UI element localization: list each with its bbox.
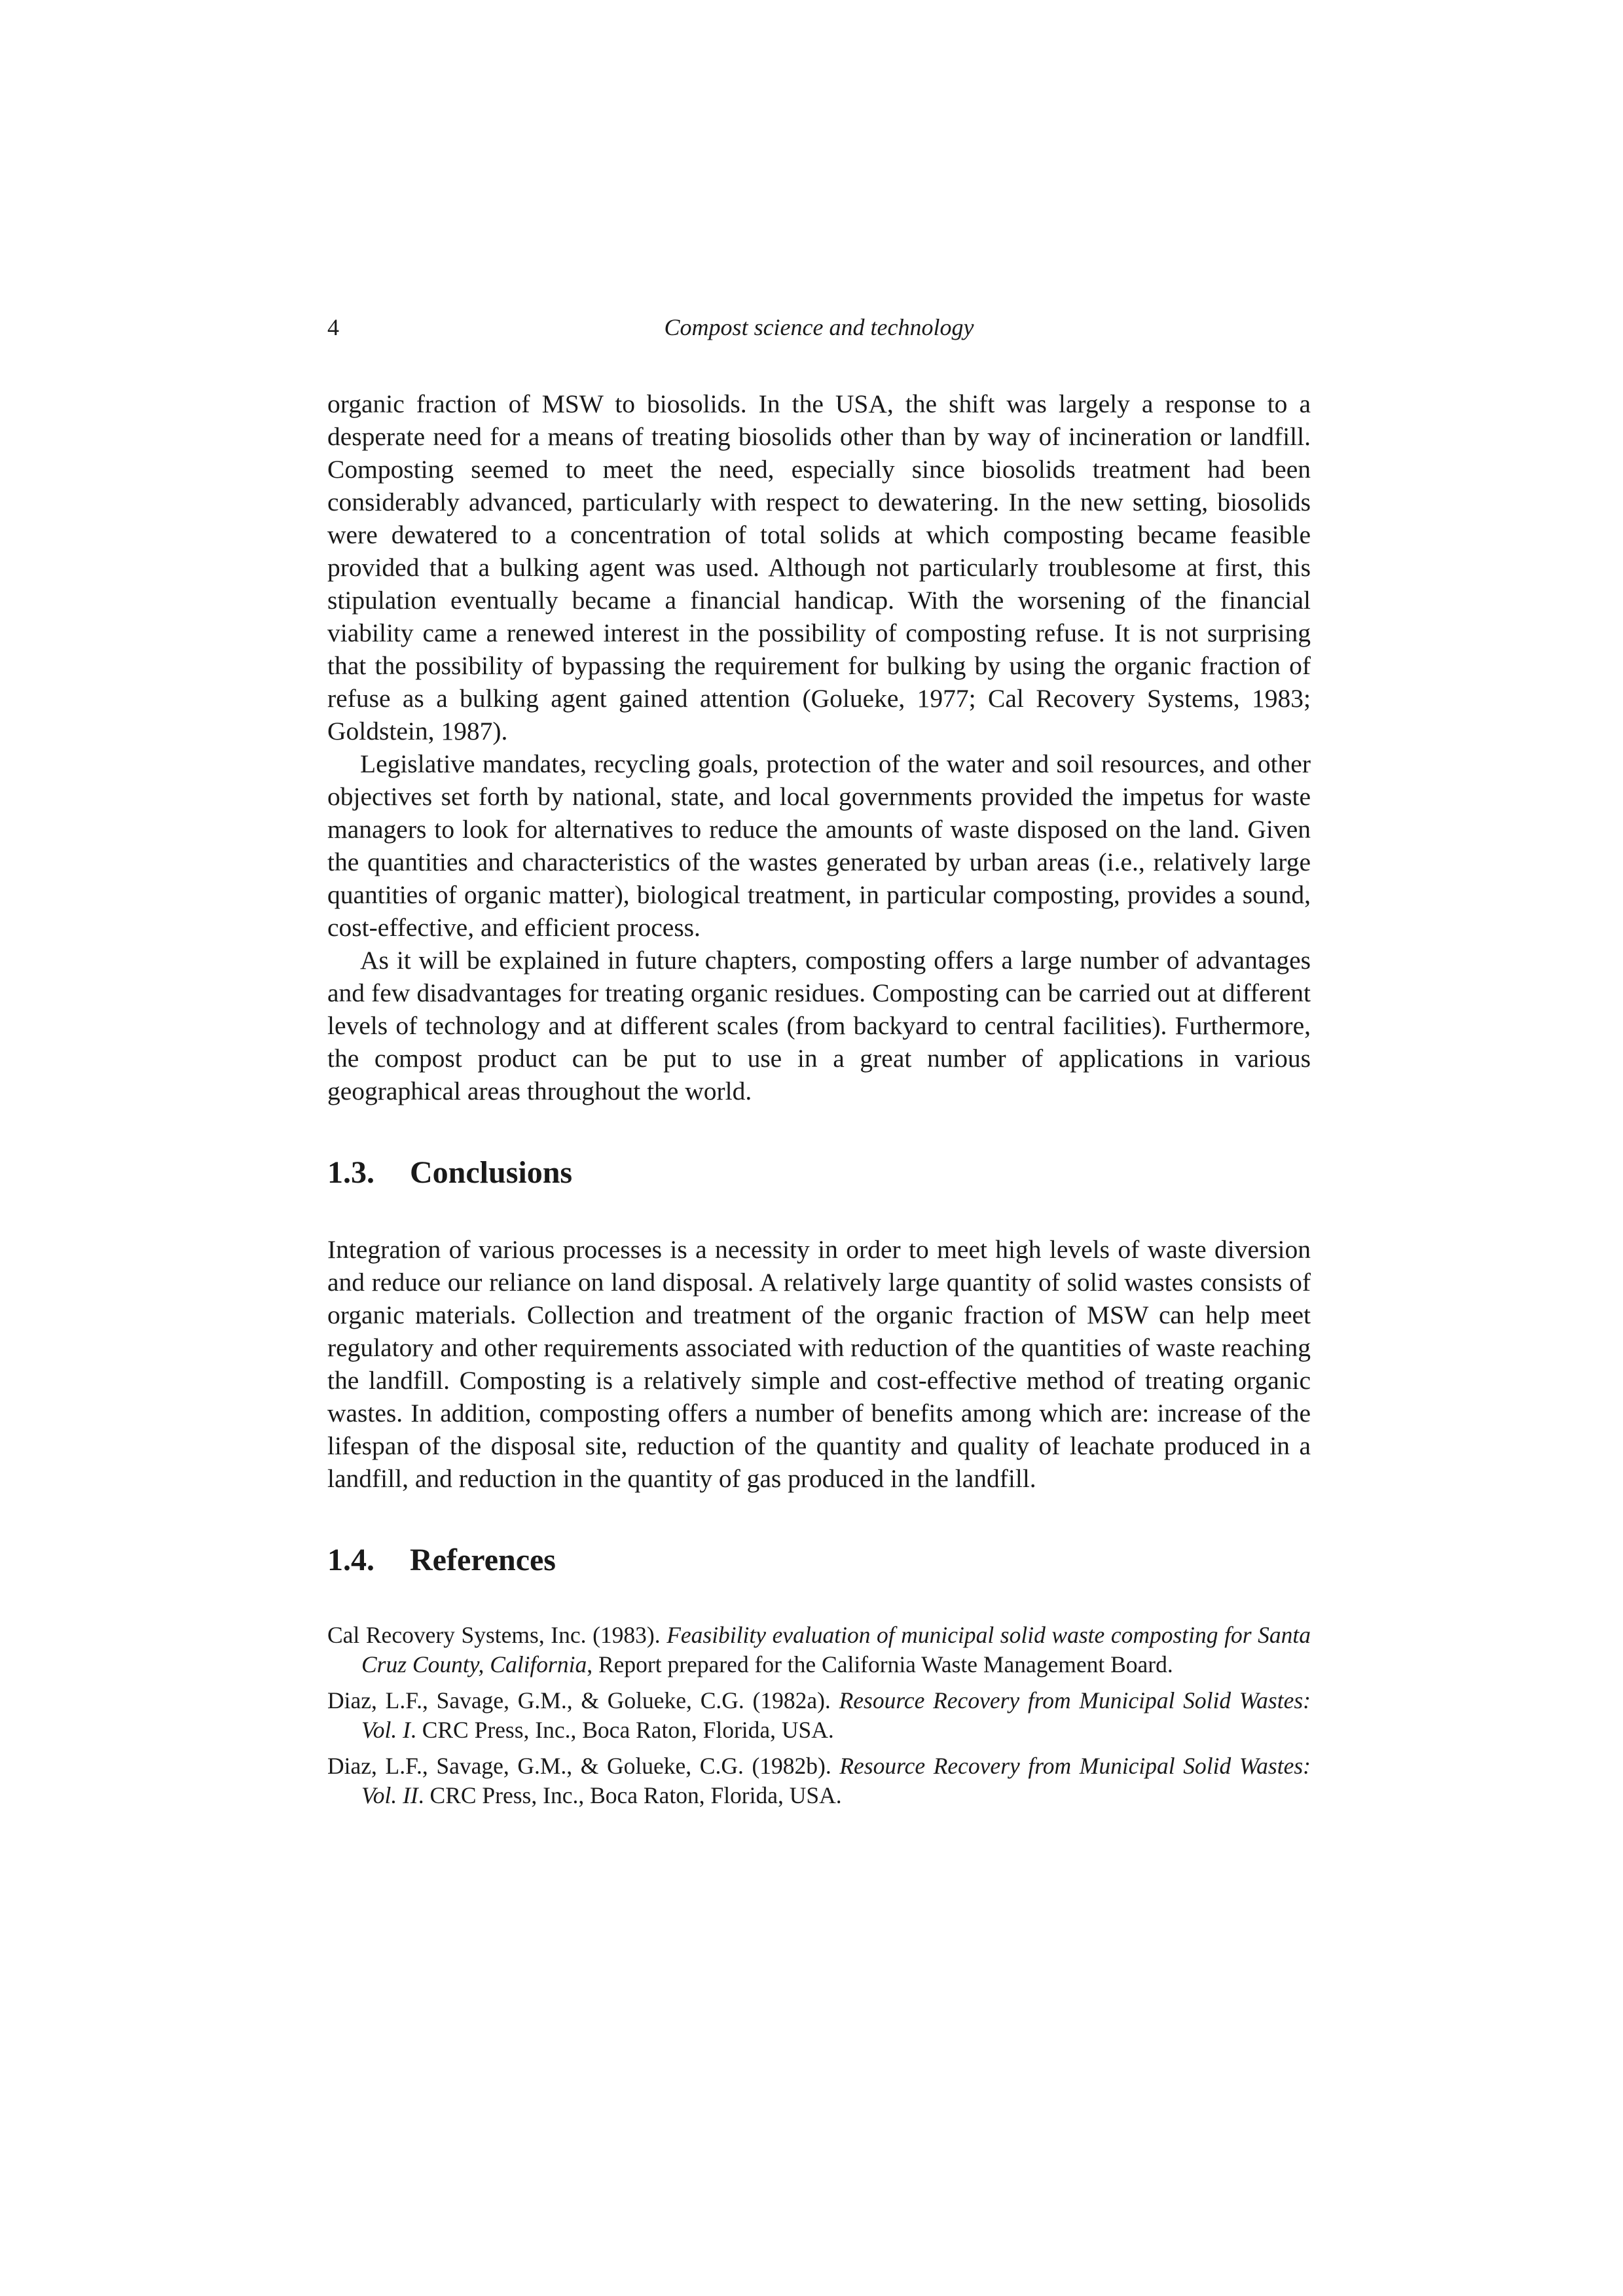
section-title: References bbox=[410, 1543, 556, 1577]
body-text bbox=[327, 387, 1311, 1810]
reference-title: Resource Recovery from Municipal Solid Wastes: Vol. I bbox=[361, 1687, 1311, 1743]
intro-paragraph-3: As it will be explained in future chapters, composting offers a large number of advantages and few disadvantages for treating organic residues. Composting can be carried out at different levels of technology and at different scales (from backyard to central facilities). Furthermore, the compost product can be put to use in a great number of applications in various geographical areas throughout the world. bbox=[327, 946, 1311, 1105]
reference-details: . CRC Press, Inc., Boca Raton, Florida, USA. bbox=[418, 1782, 842, 1808]
reference-authors: Cal Recovery Systems, Inc. (1983). bbox=[327, 1622, 667, 1648]
page-number: 4 bbox=[327, 314, 339, 340]
section-title: Conclusions bbox=[410, 1155, 573, 1190]
intro-paragraph-1: organic fraction of MSW to biosolids. In the USA, the shift was largely a response to a desperate need for a means of treating biosolids other than by way of incineration or landfill. Composting seemed to meet the need, especially since biosolids treatment had been considerably advanced, particularly with respect to dewatering. In the new setting, biosolids were dewatered to a concentration of total solids at which composting became feasible provided that a bulking agent was used. Although not particularly troublesome at first, this stipulation eventually became a financial handicap. With the worsening of the financial viability came a renewed interest in the possibility of composting refuse. It is not surprising that the possibility of bypassing the requirement for bulking by using the organic fraction of refuse as a bulking agent gained attention (Golueke, 1977; Cal Recovery Systems, 1983; Goldstein, 1987). bbox=[327, 389, 1311, 745]
section-heading-conclusions bbox=[327, 1153, 1311, 1193]
reference-list bbox=[327, 1621, 1311, 1810]
reference-item bbox=[327, 1621, 1311, 1679]
section-number: 1.4. bbox=[327, 1543, 374, 1577]
conclusions-paragraph: Integration of various processes is a necessity in order to meet high levels of waste diversion and reduce our reliance on land disposal. A relatively large quantity of solid wastes consists of organic materials. Collection and treatment of the organic fraction of MSW can help meet regulatory and other requirements associated with reduction of the quantities of waste reaching the landfill. Composting is a relatively simple and cost-effective method of treating organic wastes. In addition, composting offers a number of benefits among which are: increase of the lifespan of the disposal site, reduction of the quantity and quality of leachate produced in a landfill, and reduction in the quantity of gas produced in the landfill. bbox=[327, 1235, 1311, 1493]
intro-paragraph-2: Legislative mandates, recycling goals, protection of the water and soil resources, and other objectives set forth by national, state, and local governments provided the impetus for waste managers to look for alternatives to reduce the amounts of waste disposed on the land. Given the quantities and characteristics of the wastes generated by urban areas (i.e., relatively large quantities of organic matter), biological treatment, in particular composting, provides a sound, cost-effective, and efficient process. bbox=[327, 749, 1311, 942]
reference-title: Feasibility evaluation of municipal solid waste composting for Santa Cruz County, California bbox=[361, 1622, 1311, 1677]
book-title: Compost science and technology bbox=[664, 314, 974, 340]
reference-title: Resource Recovery from Municipal Solid Wastes: Vol. II bbox=[361, 1753, 1311, 1808]
reference-authors: Diaz, L.F., Savage, G.M., & Golueke, C.G. (1982b). bbox=[327, 1753, 840, 1779]
reference-details: , Report prepared for the California Waste Management Board. bbox=[587, 1651, 1173, 1677]
reference-authors: Diaz, L.F., Savage, G.M., & Golueke, C.G. (1982a). bbox=[327, 1687, 839, 1713]
reference-item bbox=[327, 1686, 1311, 1745]
running-head bbox=[327, 308, 1311, 347]
book-page bbox=[327, 308, 1311, 1817]
section-number: 1.3. bbox=[327, 1155, 374, 1190]
reference-item bbox=[327, 1751, 1311, 1810]
reference-details: . CRC Press, Inc., Boca Raton, Florida, USA. bbox=[410, 1717, 834, 1743]
section-heading-references bbox=[327, 1541, 1311, 1580]
